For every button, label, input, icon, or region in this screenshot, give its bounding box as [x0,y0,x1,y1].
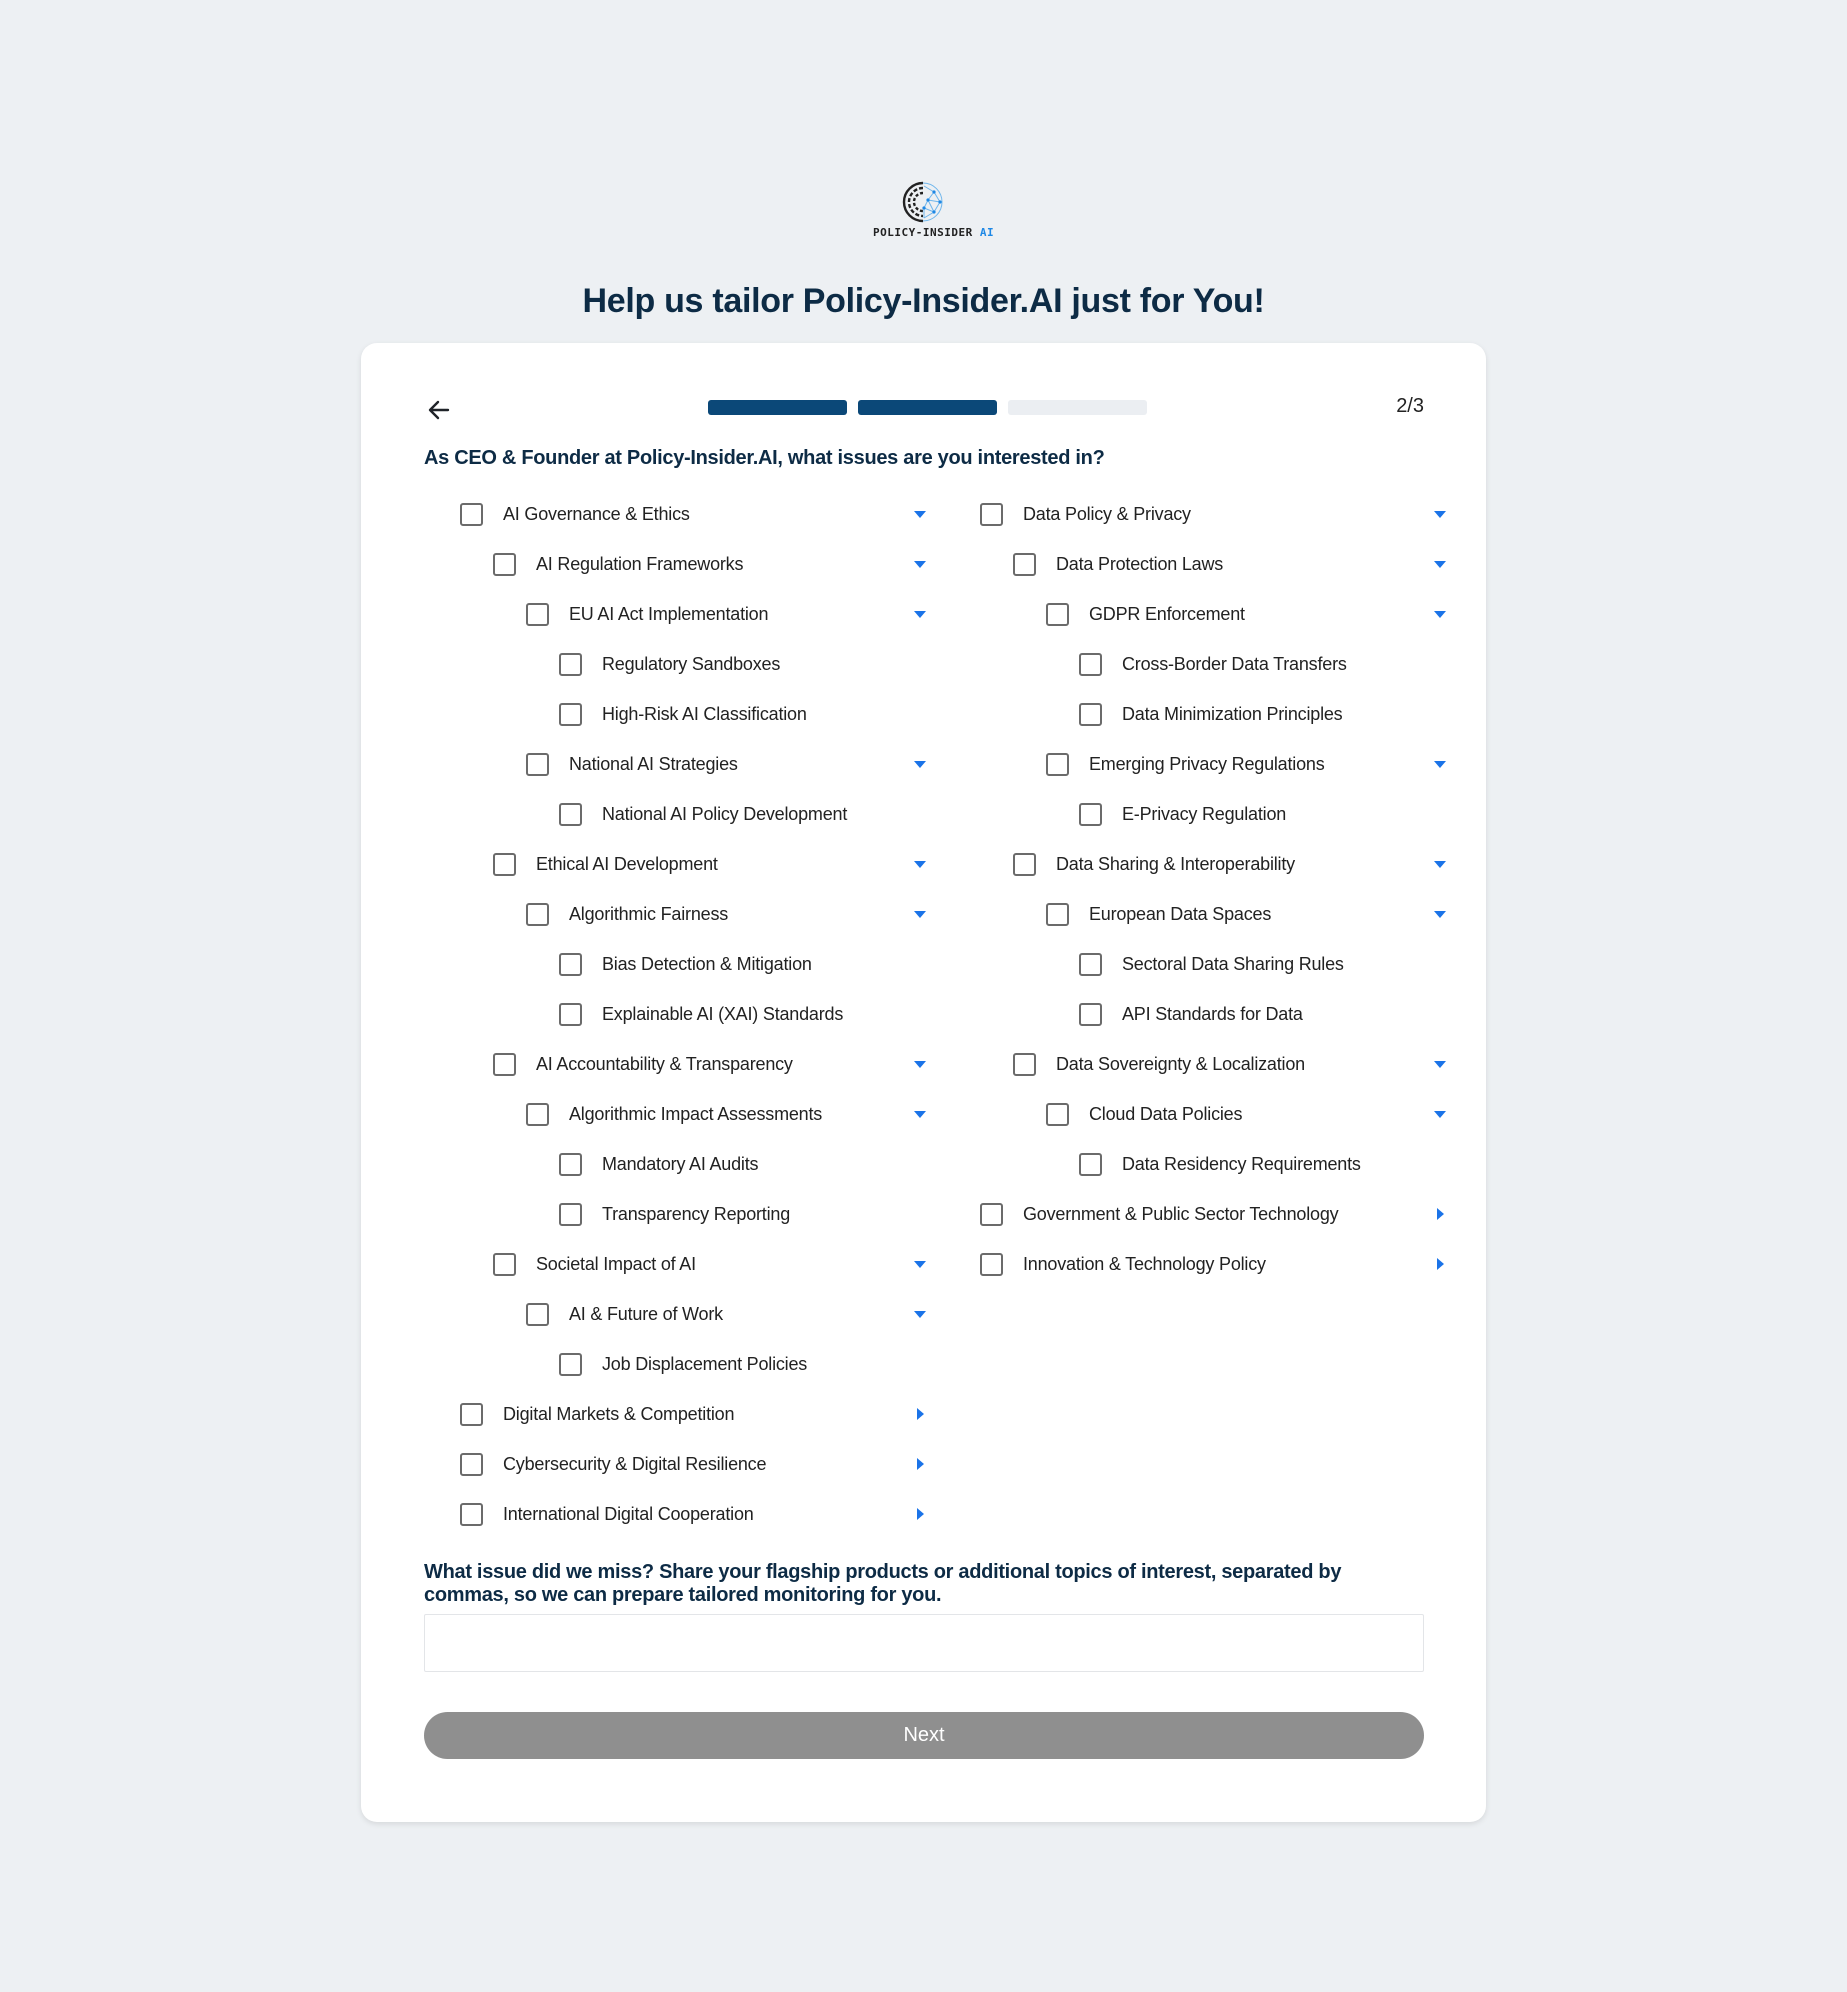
logo-wordmark: POLICY-INSIDER AI [873,226,995,239]
topic-row[interactable] [980,889,1450,939]
topics-column-right [980,489,1450,1289]
onboarding-card [361,343,1486,1822]
topic-checkbox[interactable] [460,1403,483,1426]
topic-label: AI Regulation Frameworks [536,553,744,574]
topic-checkbox[interactable] [1013,1053,1036,1076]
caret-down-icon [914,511,926,518]
collapse-toggle[interactable] [910,1054,930,1074]
topic-label: Sectoral Data Sharing Rules [1122,953,1344,974]
topic-row[interactable] [980,589,1450,639]
topic-row[interactable] [980,689,1450,739]
topic-row[interactable] [460,1039,930,1089]
expand-toggle[interactable] [1430,1254,1450,1274]
topic-row[interactable] [980,1189,1450,1239]
topic-label: API Standards for Data [1122,1003,1303,1024]
collapse-toggle[interactable] [910,504,930,524]
topic-checkbox[interactable] [526,903,549,926]
collapse-toggle[interactable] [1430,554,1450,574]
topic-checkbox[interactable] [460,1453,483,1476]
topic-label: Cross-Border Data Transfers [1122,653,1347,674]
topic-label: Data Protection Laws [1056,553,1224,574]
topic-row[interactable] [980,789,1450,839]
topic-row[interactable] [460,1139,930,1189]
topic-row[interactable] [460,789,930,839]
topic-label: Societal Impact of AI [536,1253,696,1274]
topic-label: High-Risk AI Classification [602,703,807,724]
topic-row[interactable] [980,1239,1450,1289]
topic-row[interactable] [460,889,930,939]
caret-down-icon [1434,1061,1446,1068]
topic-label: Explainable AI (XAI) Standards [602,1003,844,1024]
topic-row[interactable] [980,1039,1450,1089]
caret-down-icon [1434,861,1446,868]
caret-down-icon [914,1111,926,1118]
caret-down-icon [914,911,926,918]
extra-topics-input[interactable] [424,1614,1424,1672]
topic-checkbox[interactable] [980,1253,1003,1276]
collapse-toggle[interactable] [1430,754,1450,774]
caret-down-icon [1434,911,1446,918]
caret-down-icon [1434,561,1446,568]
topic-checkbox[interactable] [559,803,582,826]
topic-label: AI Accountability & Transparency [536,1053,793,1074]
caret-right-icon [1437,1258,1444,1270]
topic-label: AI Governance & Ethics [503,503,690,524]
topic-row[interactable] [460,1089,930,1139]
topic-checkbox[interactable] [559,703,582,726]
topic-checkbox[interactable] [493,853,516,876]
topic-row[interactable] [460,739,930,789]
topic-checkbox[interactable] [1046,603,1069,626]
topic-label: Cloud Data Policies [1089,1103,1243,1124]
collapse-toggle[interactable] [1430,1054,1450,1074]
topic-checkbox[interactable] [460,503,483,526]
topic-row[interactable] [980,939,1450,989]
topic-checkbox[interactable] [1046,1103,1069,1126]
topic-row[interactable] [460,1289,930,1339]
caret-down-icon [914,611,926,618]
caret-right-icon [917,1408,924,1420]
topic-row[interactable] [460,1339,930,1389]
topic-label: Transparency Reporting [602,1203,791,1224]
progress-segment-1 [708,400,847,415]
collapse-toggle[interactable] [1430,604,1450,624]
logo [873,180,995,250]
collapse-toggle[interactable] [910,1254,930,1274]
topic-row[interactable] [460,989,930,1039]
topic-row[interactable] [460,539,930,589]
topic-checkbox[interactable] [1046,903,1069,926]
topic-label: European Data Spaces [1089,903,1272,924]
collapse-toggle[interactable] [1430,504,1450,524]
topic-checkbox[interactable] [1079,1153,1102,1176]
topic-checkbox[interactable] [1079,1003,1102,1026]
collapse-toggle[interactable] [910,754,930,774]
topic-checkbox[interactable] [493,1053,516,1076]
caret-down-icon [914,1261,926,1268]
collapse-toggle[interactable] [1430,1104,1450,1124]
topic-label: Data Residency Requirements [1122,1153,1361,1174]
caret-down-icon [914,561,926,568]
arrow-left-icon [424,395,454,425]
caret-down-icon [914,761,926,768]
caret-right-icon [917,1508,924,1520]
topic-label: National AI Strategies [569,753,738,774]
topic-row[interactable] [460,1439,930,1489]
topic-row[interactable] [980,1089,1450,1139]
topic-checkbox[interactable] [1079,953,1102,976]
topics-column-left [460,489,930,1539]
topic-label: Job Displacement Policies [602,1353,808,1374]
topic-checkbox[interactable] [526,1103,549,1126]
topic-checkbox[interactable] [559,653,582,676]
topic-checkbox[interactable] [559,1153,582,1176]
topic-label: Data Policy & Privacy [1023,503,1191,524]
topic-label: Emerging Privacy Regulations [1089,753,1325,774]
collapse-toggle[interactable] [910,604,930,624]
topic-label: Data Sovereignty & Localization [1056,1053,1305,1074]
topic-checkbox[interactable] [559,1003,582,1026]
topic-checkbox[interactable] [526,753,549,776]
topic-label: Bias Detection & Mitigation [602,953,812,974]
topic-row[interactable] [980,639,1450,689]
topic-row[interactable] [980,839,1450,889]
collapse-toggle[interactable] [910,854,930,874]
topic-checkbox[interactable] [559,953,582,976]
topic-label: AI & Future of Work [569,1303,723,1324]
topic-checkbox[interactable] [1046,753,1069,776]
topic-checkbox[interactable] [1079,703,1102,726]
caret-down-icon [1434,511,1446,518]
caret-down-icon [1434,1111,1446,1118]
caret-down-icon [1434,761,1446,768]
topic-label: Regulatory Sandboxes [602,653,781,674]
collapse-toggle[interactable] [910,904,930,924]
topic-checkbox[interactable] [559,1353,582,1376]
topic-label: Algorithmic Impact Assessments [569,1103,823,1124]
topic-row[interactable] [980,989,1450,1039]
topic-row[interactable] [980,539,1450,589]
interests-question: As CEO & Founder at Policy-Insider.AI, what issues are you interested in? [424,447,1105,469]
topic-row[interactable] [980,1139,1450,1189]
topic-label: International Digital Cooperation [503,1503,754,1524]
topic-row[interactable] [460,939,930,989]
topic-row[interactable] [980,739,1450,789]
expand-toggle[interactable] [910,1404,930,1424]
topic-label: E-Privacy Regulation [1122,803,1287,824]
expand-toggle[interactable] [1430,1204,1450,1224]
missing-topics-question: What issue did we miss? Share your flagship products or additional topics of interest, separated by commas, so we can prepare tailored monitoring for you. [424,1561,1342,1606]
topic-checkbox[interactable] [526,1303,549,1326]
topic-row[interactable] [460,689,930,739]
topic-label: Digital Markets & Competition [503,1403,735,1424]
expand-toggle[interactable] [910,1504,930,1524]
topic-checkbox[interactable] [559,1203,582,1226]
topic-checkbox[interactable] [980,503,1003,526]
collapse-toggle[interactable] [1430,904,1450,924]
caret-down-icon [914,1061,926,1068]
expand-toggle[interactable] [910,1454,930,1474]
topic-row[interactable] [980,489,1450,539]
topic-checkbox[interactable] [460,1503,483,1526]
topic-row[interactable] [460,839,930,889]
topic-checkbox[interactable] [493,1253,516,1276]
collapse-toggle[interactable] [1430,854,1450,874]
topic-label: GDPR Enforcement [1089,603,1245,624]
collapse-toggle[interactable] [910,1104,930,1124]
caret-right-icon [917,1458,924,1470]
progress-segment-2 [858,400,997,415]
topic-row[interactable] [460,1239,930,1289]
progress-segment-3 [1008,400,1147,415]
topic-label: Data Minimization Principles [1122,703,1343,724]
step-counter: 2/3 [1396,395,1424,417]
collapse-toggle[interactable] [910,1304,930,1324]
topic-row[interactable] [460,589,930,639]
topic-row[interactable] [460,639,930,689]
topic-label: Mandatory AI Audits [602,1153,759,1174]
next-button[interactable]: Next [424,1712,1424,1759]
topic-label: National AI Policy Development [602,803,848,824]
topic-label: Ethical AI Development [536,853,718,874]
progress-bar [708,400,1147,415]
topic-label: Government & Public Sector Technology [1023,1203,1339,1224]
topic-checkbox[interactable] [1013,553,1036,576]
caret-down-icon [914,1311,926,1318]
caret-down-icon [914,861,926,868]
topic-checkbox[interactable] [1079,653,1102,676]
back-button[interactable] [424,395,454,425]
globe-logo-icon [900,180,946,224]
topic-checkbox[interactable] [493,553,516,576]
topic-label: EU AI Act Implementation [569,603,769,624]
topic-label: Cybersecurity & Digital Resilience [503,1453,767,1474]
topic-checkbox[interactable] [1013,853,1036,876]
collapse-toggle[interactable] [910,554,930,574]
topic-checkbox[interactable] [1079,803,1102,826]
topic-row[interactable] [460,1389,930,1439]
topic-label: Innovation & Technology Policy [1023,1253,1266,1274]
caret-right-icon [1437,1208,1444,1220]
page-title: Help us tailor Policy-Insider.AI just for You! [582,282,1265,320]
topic-label: Data Sharing & Interoperability [1056,853,1295,874]
caret-down-icon [1434,611,1446,618]
topic-row[interactable] [460,489,930,539]
topic-label: Algorithmic Fairness [569,903,729,924]
topic-row[interactable] [460,1189,930,1239]
topic-row[interactable] [460,1489,930,1539]
topic-checkbox[interactable] [980,1203,1003,1226]
topic-checkbox[interactable] [526,603,549,626]
